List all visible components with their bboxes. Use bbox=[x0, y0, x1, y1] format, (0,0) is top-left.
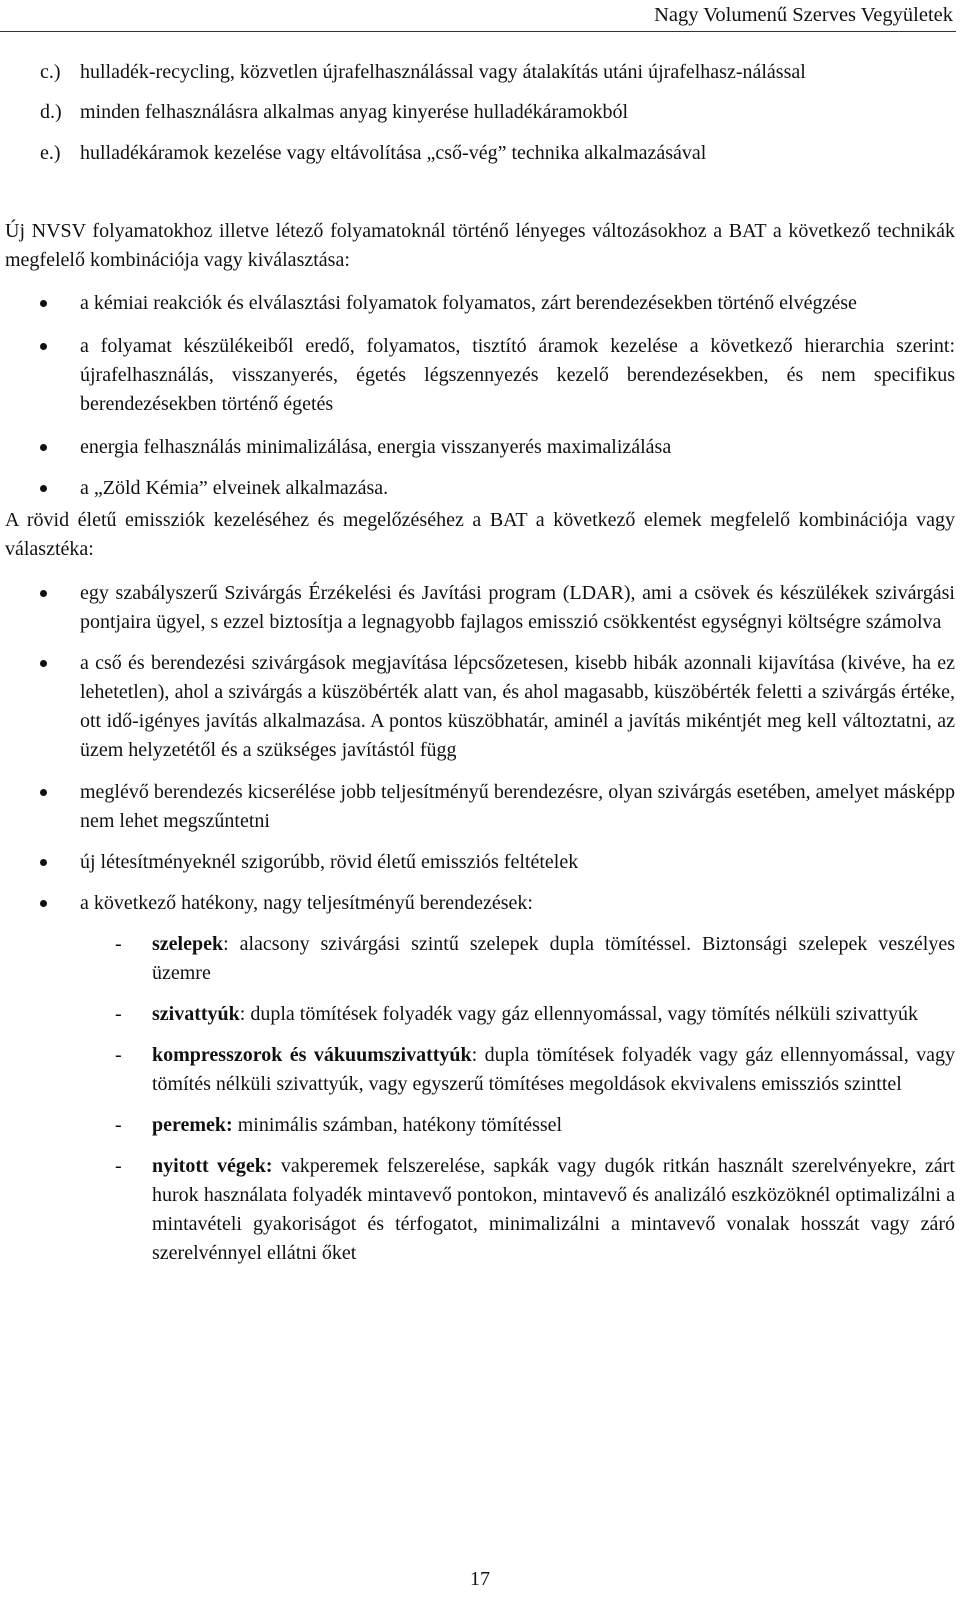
dash-text: : alacsony szivárgási szintű szelepek dupla tömítéssel. Biztonsági szelepek veszélyes üzemre bbox=[152, 933, 955, 984]
list-item-c bbox=[5, 58, 955, 87]
list-label: d.) bbox=[40, 101, 62, 123]
dash-item bbox=[5, 930, 955, 988]
paragraph-fugitive: A rövid életű emissziók kezeléséhez és megelőzéséhez a BAT a következő elemek megfelelő kombinációja vagy választéka: bbox=[5, 509, 955, 560]
bullet-item bbox=[5, 889, 955, 918]
dash-item bbox=[5, 1111, 955, 1140]
dash-item bbox=[5, 1152, 955, 1268]
bullet-item bbox=[5, 848, 955, 877]
dash-term: peremek: bbox=[152, 1114, 233, 1136]
bullet-text: a kémiai reakciók és elválasztási folyamatok folyamatos, zárt berendezésekben történő elvégzése bbox=[80, 292, 857, 314]
bullet-text: a következő hatékony, nagy teljesítményű berendezések: bbox=[80, 892, 533, 914]
dash-symbol: - bbox=[115, 1155, 122, 1177]
page-header bbox=[0, 0, 956, 32]
dash-item bbox=[5, 1000, 955, 1029]
bullet-text: a folyamat készülékeiből eredő, folyamatos, tisztító áramok kezelése a következő hierarchia szerint: újrafelhasználás, visszanyerés, égetés légszennyezés kezelő berendezésekben, és nem specifikus berendezésekben történő égetés bbox=[80, 335, 955, 415]
dash-symbol: - bbox=[115, 1003, 122, 1025]
dash-term: nyitott végek: bbox=[152, 1155, 273, 1177]
list-text: hulladék-recycling, közvetlen újrafelhasználással vagy átalakítás utáni újrafelhasz-nálással bbox=[80, 61, 806, 83]
bullet-icon bbox=[40, 660, 47, 667]
bullet-item bbox=[5, 332, 955, 419]
dash-symbol: - bbox=[115, 933, 122, 955]
bullet-text: energia felhasználás minimalizálása, energia visszanyerés maximalizálása bbox=[80, 436, 672, 458]
dash-text: minimális számban, hatékony tömítéssel bbox=[232, 1114, 563, 1136]
bullet-icon bbox=[40, 590, 47, 597]
dash-text: vakperemek felszerelése, sapkák vagy dugók ritkán használt szerelvényekre, zárt hurok használata folyadék mintavevő pontokon, mintavevő és analizáló eszközöknél optimalizálni a mintavételi gyakoriságot és térfogatot, minimalizálni a mintavevő vonalak hosszát vagy záró szerelvénnyel ellátni őket bbox=[152, 1155, 955, 1264]
bullet-text: a cső és berendezési szivárgások megjavítása lépcsőzetesen, kisebb hibák azonnali kijavítása (kivéve, ha ez lehetetlen), ahol a szivárgás a küszöbérték alatt van, és ahol magasabb, küszöbérték feletti a szivárgás értéke, ott idő-igényes javítás alkalmazása. A pontos küszöbhatár, aminél a javítás mikéntjét meg kell változtatni, az üzem helyzetétől és a szükséges javítástól függ bbox=[80, 652, 955, 761]
bullet-text: egy szabályszerű Szivárgás Érzékelési és Javítási program (LDAR), ami a csövek és készülékek szivárgási pontjaira ügyel, s ezzel biztosítja a legnagyobb fajlagos emisszió csökkentést egységnyi költségre számolva bbox=[80, 582, 955, 633]
bullet-icon bbox=[40, 859, 47, 866]
bullet-item bbox=[5, 778, 955, 836]
dash-text: : dupla tömítések folyadék vagy gáz ellennyomással, vagy tömítés nélküli szivattyúk, vagy egyszerű tömítéses megoldások ekvivalens emissziós szinttel bbox=[152, 1044, 955, 1095]
list-label: c.) bbox=[40, 61, 61, 83]
bullet-item bbox=[5, 579, 955, 637]
dash-term: szelepek bbox=[152, 933, 224, 955]
dash-term: kompresszorok és vákuumszivattyúk bbox=[152, 1044, 472, 1066]
bullet-text: új létesítményeknél szigorúbb, rövid életű emissziós feltételek bbox=[80, 851, 579, 873]
bullet-item bbox=[5, 649, 955, 765]
bullet-item bbox=[5, 474, 955, 503]
list-item-e bbox=[5, 139, 955, 168]
bullet-icon bbox=[40, 343, 47, 350]
list-label: e.) bbox=[40, 142, 61, 164]
dash-symbol: - bbox=[115, 1044, 122, 1066]
list-text: minden felhasználásra alkalmas anyag kinyerése hulladékáramokból bbox=[80, 101, 629, 123]
bullet-icon bbox=[40, 444, 47, 451]
page-number: 17 bbox=[470, 1568, 490, 1590]
dash-text: : dupla tömítések folyadék vagy gáz ellennyomással, vagy tömítés nélküli szivattyúk bbox=[239, 1003, 918, 1025]
dash-item bbox=[5, 1041, 955, 1099]
list-item-d bbox=[5, 98, 955, 127]
bullet-item bbox=[5, 289, 955, 318]
bullet-icon bbox=[40, 485, 47, 492]
bullet-icon bbox=[40, 300, 47, 307]
list-text: hulladékáramok kezelése vagy eltávolítása „cső-vég” technika alkalmazásával bbox=[80, 142, 707, 164]
bullet-icon bbox=[40, 789, 47, 796]
paragraph-bat-new: Új NVSV folyamatokhoz illetve létező folyamatoknál történő lényeges változásokhoz a BAT a következő technikák megfelelő kombinációja vagy kiválasztása: bbox=[5, 220, 955, 271]
dash-symbol: - bbox=[115, 1114, 122, 1136]
document-body bbox=[5, 46, 955, 1268]
bullet-text: a „Zöld Kémia” elveinek alkalmazása. bbox=[80, 477, 389, 499]
bullet-item bbox=[5, 433, 955, 462]
header-title: Nagy Volumenű Szerves Vegyületek bbox=[654, 4, 953, 26]
bullet-text: meglévő berendezés kicserélése jobb teljesítményű berendezésre, olyan szivárgás esetében, amelyet másképp nem lehet megszűntetni bbox=[80, 781, 955, 832]
bullet-icon bbox=[40, 900, 47, 907]
dash-term: szivattyúk bbox=[152, 1003, 240, 1025]
